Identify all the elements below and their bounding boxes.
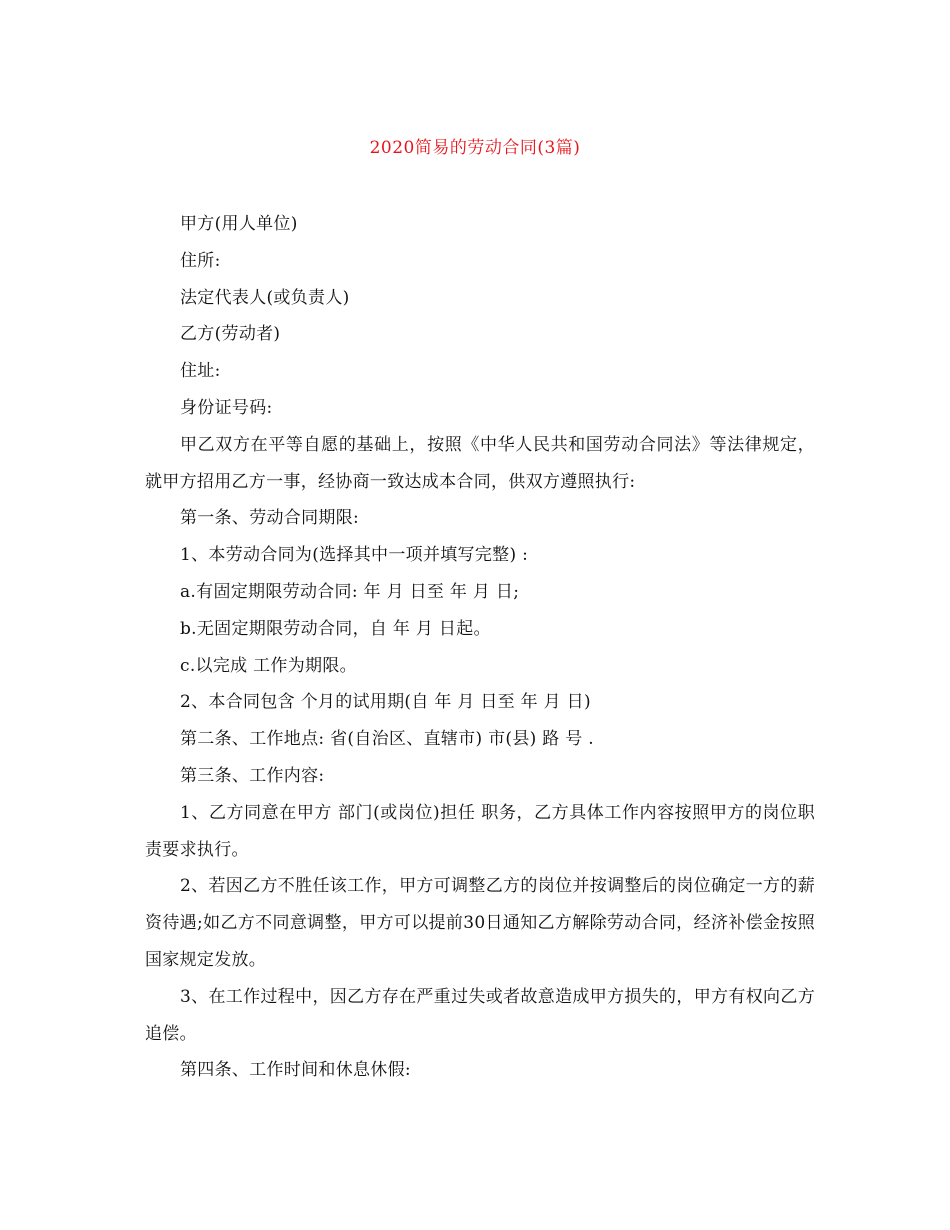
article-2-heading: 第二条、工作地点: 省(自治区、直辖市) 市(县) 路 号 . xyxy=(180,729,594,750)
article-1-heading: 第一条、劳动合同期限: xyxy=(180,508,360,529)
article-1-clause-1: 1、本劳动合同为(选择其中一项并填写完整) : xyxy=(180,545,529,566)
article-1-option-b: b.无固定期限劳动合同，自 年 月 日起。 xyxy=(180,618,491,639)
article-1-option-a: a.有固定期限劳动合同: 年 月 日至 年 月 日; xyxy=(180,581,520,602)
party-a-label: 甲方(用人单位) xyxy=(180,214,298,234)
article-4-heading: 第四条、工作时间和休息休假: xyxy=(180,1060,411,1081)
article-1-clause-2: 2、本合同包含 个月的试用期(自 年 月 日至 年 月 日) xyxy=(180,692,591,713)
document-body xyxy=(145,206,815,1089)
party-b-address-label: 住址: xyxy=(180,361,221,382)
article-3-clause-3: 3、在工作过程中，因乙方存在严重过失或者故意造成甲方损失的，甲方有权向乙方追偿。 xyxy=(145,986,815,1044)
article-3-heading: 第三条、工作内容: xyxy=(180,765,325,786)
preamble-paragraph: 甲乙双方在平等自愿的基础上，按照《中华人民共和国劳动合同法》等法律规定，就甲方招用乙方一事，经协商一致达成本合同，供双方遵照执行: xyxy=(145,434,815,492)
party-b-label: 乙方(劳动者) xyxy=(180,324,281,345)
legal-representative-label: 法定代表人(或负责人) xyxy=(180,287,350,308)
article-3-clause-1: 1、乙方同意在甲方 部门(或岗位)担任 职务，乙方具体工作内容按照甲方的岗位职责要求执行。 xyxy=(145,802,815,860)
article-3-clause-2: 2、若因乙方不胜任该工作，甲方可调整乙方的岗位并按调整后的岗位确定一方的薪资待遇;如乙方不同意调整，甲方可以提前30日通知乙方解除劳动合同，经济补偿金按照国家规定发放。 xyxy=(145,876,815,970)
document-title: 2020简易的劳动合同(3篇) xyxy=(369,138,581,158)
id-number-label: 身份证号码: xyxy=(180,397,273,418)
party-a-address-label: 住所: xyxy=(180,250,221,271)
article-1-option-c: c.以完成 工作为期限。 xyxy=(180,655,357,676)
